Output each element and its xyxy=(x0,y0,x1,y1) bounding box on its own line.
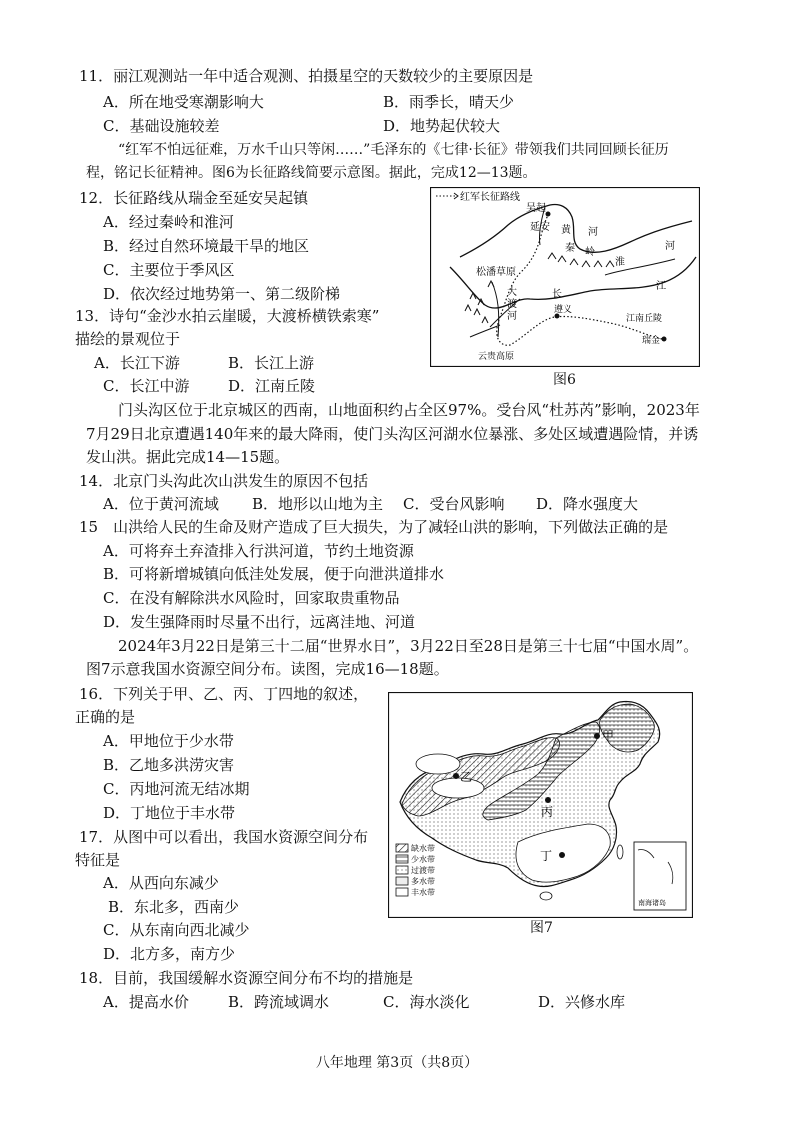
q17-stem-line2: 特征是 xyxy=(75,851,121,869)
q17-option-a: A．从西向东减少 xyxy=(103,874,219,892)
q12-stem: 12．长征路线从瑞金至延安吴起镇 xyxy=(79,189,309,207)
fig6-label-chang: 长 xyxy=(552,289,562,300)
q11-option-b: B．雨季长，晴天少 xyxy=(383,93,515,111)
q15-stem: 15 山洪给人民的生命及财产造成了巨大损失，为了减轻山洪的影响，下列做法正确的是 xyxy=(79,518,669,536)
fig7-legend-0: 缺水带 xyxy=(411,844,435,853)
fig6-label-yanan: 延安 xyxy=(530,222,550,233)
fig6-label-jiangnan: 江南丘陵 xyxy=(626,314,663,324)
figure-6-long-march-map xyxy=(430,187,700,367)
fig6-label-ling: 岭 xyxy=(585,247,595,258)
fig7-label-bing: 丙 xyxy=(541,805,554,819)
fig6-label-huanghe1: 黄 xyxy=(561,225,571,236)
page-footer: 八年地理 第3页（共8页） xyxy=(315,1055,479,1071)
fig6-legend-label: 红军长征路线 xyxy=(460,192,520,203)
q15-option-b: B．可将新增城镇向低洼处发展，便于向泄洪道排水 xyxy=(103,565,445,583)
fig6-label-qin: 秦 xyxy=(565,243,575,254)
q16-option-c: C．丙地河流无结冰期 xyxy=(103,780,250,798)
intro-long-march-line2: 程，铭记长征精神。图6为长征路线简要示意图。据此，完成12—13题。 xyxy=(86,165,537,181)
q13-option-c: C．长江中游 xyxy=(103,377,190,395)
q16-stem-line2: 正确的是 xyxy=(75,708,136,726)
fig7-legend xyxy=(396,843,435,897)
q13-option-b: B．长江上游 xyxy=(228,354,315,372)
q14-option-b: B．地形以山地为主 xyxy=(252,495,384,513)
q11-option-a: A．所在地受寒潮影响大 xyxy=(103,93,264,111)
fig7-label-yi: 乙 xyxy=(460,770,473,784)
q13-option-a: A．长江下游 xyxy=(94,354,180,372)
q18-option-d: D．兴修水库 xyxy=(538,993,626,1011)
fig6-label-wuqi: 吴起 xyxy=(526,203,546,214)
q18-option-c: C．海水淡化 xyxy=(383,993,470,1011)
fig7-legend-1: 少水带 xyxy=(411,855,435,864)
q17-option-d: D．北方多，南方少 xyxy=(103,945,236,963)
q12-option-b: B．经过自然环境最干旱的地区 xyxy=(103,237,310,255)
q11-option-d: D．地势起伏较大 xyxy=(383,117,501,135)
fig6-label-dadu3: 河 xyxy=(507,311,517,322)
q12-option-c: C．主要位于季风区 xyxy=(103,261,235,279)
q18-option-b: B．跨流域调水 xyxy=(228,993,330,1011)
q13-option-d: D．江南丘陵 xyxy=(228,377,316,395)
point-bing xyxy=(545,797,551,803)
q14-option-c: C．受台风影响 xyxy=(403,495,505,513)
q15-option-c: C．在没有解除洪水风险时，回家取贵重物品 xyxy=(103,589,400,607)
figure-7-water-resources-map xyxy=(388,692,693,918)
fig6-label-dadu2: 渡 xyxy=(507,299,517,310)
q15-option-a: A．可将弃土弃渣排入行洪河道，节约土地资源 xyxy=(103,542,414,560)
q16-option-d: D．丁地位于丰水带 xyxy=(103,804,236,822)
q11-stem: 11．丽江观测站一年中适合观测、拍摄星空的天数较少的主要原因是 xyxy=(79,67,534,85)
q17-option-c: C．从东南向西北减少 xyxy=(103,921,250,939)
q16-option-a: A．甲地位于少水带 xyxy=(103,732,234,750)
q13-stem-line1: 13．诗句“金沙水拍云崖暖，大渡桥横铁索寒” xyxy=(75,307,380,325)
fig6-label-dadu1: 大 xyxy=(507,287,517,298)
q14-option-d: D．降水强度大 xyxy=(536,495,639,513)
fig7-legend-3: 多水带 xyxy=(411,877,435,886)
fig7-legend-2: 过渡带 xyxy=(411,866,435,875)
fig7-legend-4: 丰水带 xyxy=(411,888,435,897)
q18-option-a: A．提高水价 xyxy=(103,993,189,1011)
q14-stem: 14．北京门头沟此次山洪发生的原因不包括 xyxy=(79,472,369,490)
fig6-label-jiang: 江 xyxy=(656,281,666,292)
wuqi-point xyxy=(546,212,551,217)
ruijin-point xyxy=(662,337,667,342)
q16-stem-line1: 16．下列关于甲、乙、丙、丁四地的叙述， xyxy=(79,685,369,703)
fig6-label-ruijin: 瑞金 xyxy=(642,336,661,346)
point-jia xyxy=(594,733,600,739)
fig7-inset-label: 南海诸岛 xyxy=(638,899,666,907)
figure-6-caption: 图6 xyxy=(553,372,576,388)
q11-option-c: C．基础设施较差 xyxy=(103,117,220,135)
q12-option-d: D．依次经过地势第一、第二级阶梯 xyxy=(103,285,341,303)
intro-mentougou-line3: 发山洪。据此完成14—15题。 xyxy=(86,448,290,466)
point-yi xyxy=(453,773,459,779)
q15-option-d: D．发生强降雨时尽量不出行，远离洼地、河道 xyxy=(103,613,416,631)
fig6-label-huanghe2: 河 xyxy=(588,227,598,238)
fig6-label-huai: 淮 xyxy=(615,257,625,268)
q17-option-b: B．东北多，西南少 xyxy=(108,898,240,916)
q17-stem-line1: 17．从图中可以看出，我国水资源空间分布 xyxy=(79,828,369,846)
fig7-label-jia: 甲 xyxy=(602,729,615,743)
fig6-label-songpan: 松潘草原 xyxy=(476,267,516,278)
q14-option-a: A．位于黄河流域 xyxy=(103,495,219,513)
q13-stem-line2: 描绘的景观位于 xyxy=(75,330,181,348)
q12-option-a: A．经过秦岭和淮河 xyxy=(103,213,234,231)
q16-option-b: B．乙地多洪涝灾害 xyxy=(103,756,235,774)
intro-mentougou-line2: 7月29日北京遭遇140年来的最大降雨，使门头沟区河湖水位暴涨、多处区域遭遇险情，并诱 xyxy=(86,425,699,443)
fig6-label-yungui: 云贵高原 xyxy=(478,352,515,362)
intro-water-line1: 2024年3月22日是第三十二届“世界水日”，3月22日至28日是第三十七届“中国水周”。 xyxy=(118,637,699,655)
intro-water-line2: 图7示意我国水资源空间分布。读图，完成16—18题。 xyxy=(86,660,449,678)
fig7-label-ding: 丁 xyxy=(540,849,553,863)
q18-stem: 18．目前，我国缓解水资源空间分布不均的措施是 xyxy=(79,969,414,987)
intro-long-march-line1: “红军不怕远征难，万水千山只等闲……”毛泽东的《七律·长征》带领我们共同回顾长征历 xyxy=(118,142,669,158)
intro-mentougou-line1: 门头沟区位于北京城区的西南，山地面积约占全区97%。受台风“杜苏芮”影响，2023年 xyxy=(118,401,700,419)
figure-7-caption: 图7 xyxy=(530,920,553,936)
fig6-label-zunyi: 遵义 xyxy=(554,305,573,315)
point-ding xyxy=(559,852,565,858)
fig6-label-he: 河 xyxy=(665,241,675,252)
